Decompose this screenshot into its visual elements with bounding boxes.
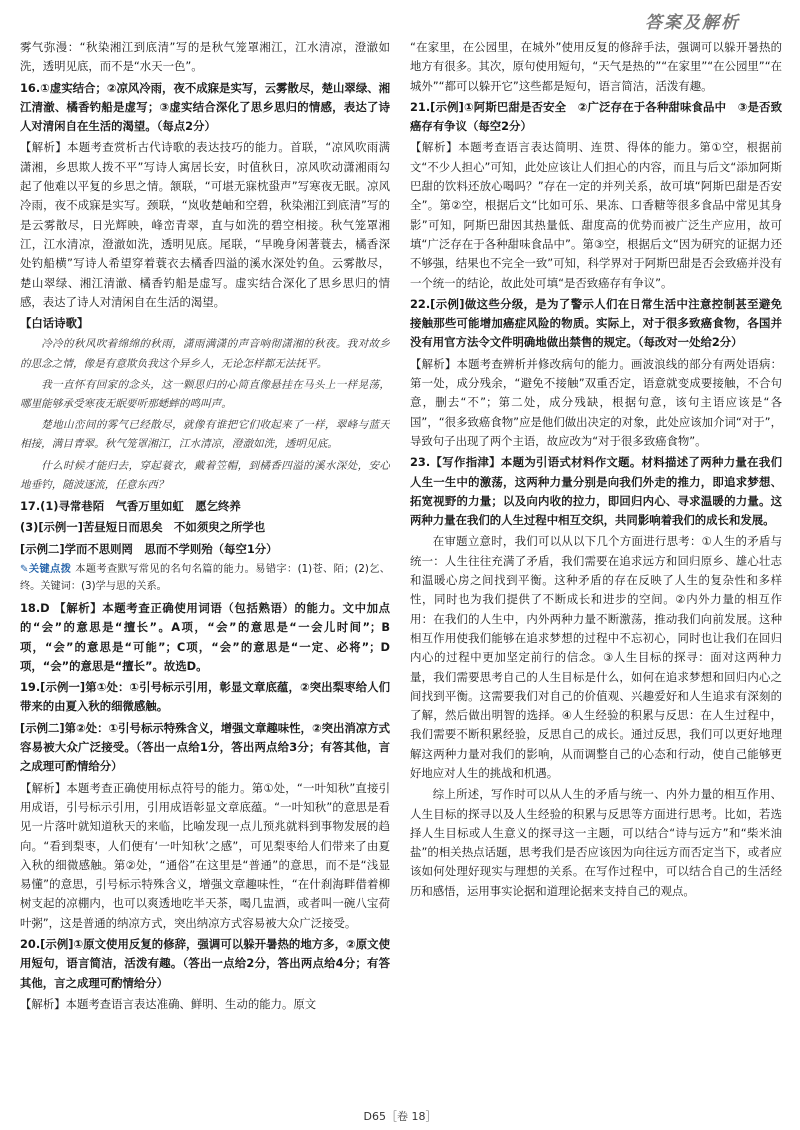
answer-item: 19.[示例一]第①处：①引号标示引用，彰显文章底蕴，②突出梨枣给人们带来的由夏入秋的细微感触。: [20, 680, 390, 714]
answer-item: 21.[示例]①阿斯巴甜是否安全 ②广泛存在于各种甜味食品中 ③是否致癌存有争议（每空2分）: [410, 99, 782, 134]
vernacular-poem-paragraph: 我一直怀有回家的念头，这一颗思归的心简直像悬挂在马头上一样晃荡，哪里能够承受寒夜无眠要听那蟋蟀的鸣叫声。: [20, 378, 390, 411]
answer-item: 17.(1)寻常巷陌 气香万里如虹 愿乞终养: [20, 499, 241, 514]
answer-item: 16.①虚实结合；②凉风冷雨，夜不成寐是实写，云雾散尽，楚山翠绿、湘江清澈、橘香钓船是虚写；③虚实结合深化了思乡思归的情感，表达了诗人对清闲自在生活的渴望。（每点2分）: [20, 80, 390, 134]
body-paragraph: 雾气弥漫：“秋染湘江到底清”写的是秋气笼罩湘江，江水清凉，澄澈如洗，透明见底，而不是“水天一色”。: [20, 40, 390, 74]
vernacular-poem-paragraph: 什么时候才能归去，穿起蓑衣，戴着笠帽，到橘香四溢的溪水深处，安心地垂钓，随波逐流，任意东西？: [20, 459, 390, 491]
key-point-note: [20, 561, 390, 596]
body-paragraph: 在审题立意时，我们可以从以下几个方面进行思考：①人生的矛盾与统一：人生往往充满了矛盾，我们需要在追求远方和回归原乡、雄心壮志和温暖心房之间找到平衡。这种矛盾的存在反映了人生的复杂性和多样性，同时也为我们提供了不断成长和进步的空间。②内外力量的相互作用：在我们的人生中，内外两种力量不断激荡，推动我们向前发展。这种相互作用使我们能够在追求梦想的过程中不忘初心，同时也让我们在回归内心的过程中更加坚定前行的信念。③人生目标的探寻：面对这两种力量，我们需要思考自己的人生目标是什么，如何在追求梦想和回归内心之间找到平衡。这需要我们对自己的价值观、兴趣爱好和人生追求有深刻的了解，然后做出明智的选择。④人生经验的积累与反思：在人生过程中，我们需要不断积累经验，反思自己的成长。通过反思，我们可以更好地理解这两种力量对我们的影响，从而调整自己的心态和行动，使自己能够更好地应对人生的挑战和机遇。: [410, 534, 782, 780]
body-paragraph: 【解析】本题考查赏析古代诗歌的表达技巧的能力。首联，“凉风吹雨满潇湘，乡思欺人拨不平”写诗人寓居长安，时值秋日，凉风吹动潇湘雨勾起了他难以平复的乡思之情。颔联，“可堪无寐枕蛩声”写寒夜无眠。凉风冷雨，夜不成寐是实写。颈联，“岚收楚岫和空碧，秋染湘江到底清”写的是云雾散尽，日光辉映，峰峦青翠，直与如洗的碧空相接。秋气笼罩湘江，江水清凉，澄澈如洗，透明见底。尾联，“早晚身闲著蓑去，橘香深处钓船横”写诗人希望穿着蓑衣去橘香四溢的溪水深处钓鱼。云雾散尽，楚山翠绿、湘江清澈、橘香钓船是虚写。虚实结合深化了思乡思归的情感，表达了诗人对清闲自在生活的渴望。: [20, 140, 390, 309]
answer-item: [示例二]学而不思则罔 思而不学则殆（每空1分）: [20, 541, 278, 556]
answer-item: 22.[示例]做这些分级，是为了警示人们在日常生活中注意控制甚至避免接触那些可能增加癌症风险的物质。实际上，对于很多致癌食物，各国并没有用官方法令文件明确地做出禁售的规定。（每改对一处给2分）: [410, 296, 782, 350]
answer-item: [示例二]第②处：①引号标示特殊含义，增强文章趣味性，②突出消凉方式容易被大众广泛接受。（答出一点给1分，答出两点给3分；有答其他，言之成理可酌情给分）: [20, 720, 390, 774]
answer-item: (3)[示例一]苦昼短日而思矣 不如须臾之所学也: [20, 520, 266, 535]
section-heading: 【白话诗歌】: [20, 316, 89, 331]
right-column: [410, 38, 782, 1108]
answer-item: 20.[示例]①原文使用反复的修辞，强调可以躲开暑热的地方多，②原文使用短句，语言简洁，活泼有趣。（答出一点给2分，答出两点给4分；有答其他，言之成理可酌情给分）: [20, 937, 390, 990]
body-paragraph: 【解析】本题考查辨析并修改病句的能力。画波浪线的部分有两处语病：第一处，成分残余，“避免不接触”双重否定，语意就变成要接触，不合句意，删去“不”；第二处，成分残缺，根据句意，该句主语应该是“各国”，“很多致癌食物”应是他们做出决定的对象，此处应该加介词“对于”，导致句子出现了两个主语，故应改为“对于很多致癌食物”。: [410, 356, 782, 448]
body-paragraph: 【解析】本题考查正确使用标点符号的能力。第①处，“一叶知秋”直接引用成语，引号标示引用，引用成语彰显文章底蕴。“一叶知秋”的意思是看见一片落叶就知道秋天的来临，比喻发现一点儿预兆就料到事物发展的趋向。“看到梨枣，人们便有‘一叶知秋’之感”，可见梨枣给人们带来了由夏入秋的细微感触。第②处，“通俗”在这里是“普通”的意思，而不是“浅显易懂”的意思，引号标示特殊含义，增强文章趣味性，“在什刹海畔借着柳树支起的凉棚内，也可以爽透地吃半天茶，喝几盅酒，或者叫一碗八宝荷叶粥”，这是普通的纳凉方式，突出纳凉方式容易被大众广泛接受。: [20, 780, 390, 930]
key-point-tag: ✎关键点拨: [20, 563, 76, 575]
page-footer: D65［卷 18］: [363, 1110, 437, 1123]
body-paragraph: “在家里，在公园里，在城外”使用反复的修辞手法，强调可以躲开暑热的地方有很多。其次，原句使用短句，“天气是热的”“在家里”“在公园里”“在城外”“都可以躲开它”这些都是短句，语言简洁，活泼有趣。: [410, 40, 782, 93]
answer-item: 18.D 【解析】本题考查正确使用词语（包括熟语）的能力。文中加点的“会”的意思是“擅长”。A项，“会”的意思是“一会儿时间”；B项，“会”的意思是“可能”；C项，“会”的意思是“一定、必将”；D项，“会”的意思是“擅长”。故选D。: [20, 600, 390, 673]
page-header-title: 答案及解析: [645, 13, 740, 33]
vernacular-poem-paragraph: 冷冷的秋风吹着绵绵的秋雨，潇雨满潇的声音响彻潇湘的秋夜。我对故乡的思念之情，像是有意欺负我这个异乡人，无论怎样都无法抚平。: [20, 338, 390, 370]
body-paragraph: 综上所述，写作时可以从人生的矛盾与统一、内外力量的相互作用、人生目标的探寻以及人生经验的积累与反思等方面进行思考。比如，若选择人生目标或人生意义的探寻这一主题，可以结合“诗与远方”和“柴米油盐”的相关热点话题，思考我们是否应该因为向往远方而否定当下，或者应该如何处理好现实与理想的关系。在写作过程中，可以结合自己的生活经历和感悟，运用事实论据和道理论据来支持自己的观点。: [410, 787, 782, 898]
answer-item: 23.【写作指津】本题为引语式材料作文题。材料描述了两种力量在我们人生一生中的激荡，这两种力量分别是向我们外走的推力，即追求梦想、拓宽视野的力量；以及向内收的拉力，即回归内心、寻求温暖的力量。这两种力量在我们的人生过程中相互交织，共同影响着我们的成长和发展。: [410, 455, 782, 528]
key-point-text: 本题考查默写常见的名句名篇的能力。易错字：(1)苍、陌；(2)乞、终。关键词：(3)学与思的关系。: [20, 563, 390, 593]
vernacular-poem-paragraph: 楚地山峦间的雾气已经散尽，就像有谁把它们收起来了一样，翠峰与蓝天相接，满目青翠。秋气笼罩湘江，江水清凉，澄澈如洗，透明见底。: [20, 419, 390, 451]
body-paragraph: 【解析】本题考查语言表达简明、连贯、得体的能力。第①空，根据前文“不少人担心”可知，此处应该让人们担心的内容，而且与后文“添加阿斯巴甜的饮料还放心喝吗？”存在一定的并列关系，故可填“阿斯巴甜是否安全”。第②空，根据后文“比如可乐、果冻、口香糖等很多食品中常见其身影”可知，阿斯巴甜因其热量低、甜度高的优势而被广泛生产应用，故可填“广泛存在于各种甜味食品中”。第③空，根据后文“因为研究的证据力还不够强，结果也不完全一致”可知，科学界对于阿斯巴甜是否会致癌并没有一个统一的结论，故此处可填“是否致癌存有争议”。: [410, 140, 782, 290]
left-column: [20, 38, 390, 1108]
body-paragraph: 【解析】本题考查语言表达准确、鲜明、生动的能力。原文: [20, 996, 317, 1011]
